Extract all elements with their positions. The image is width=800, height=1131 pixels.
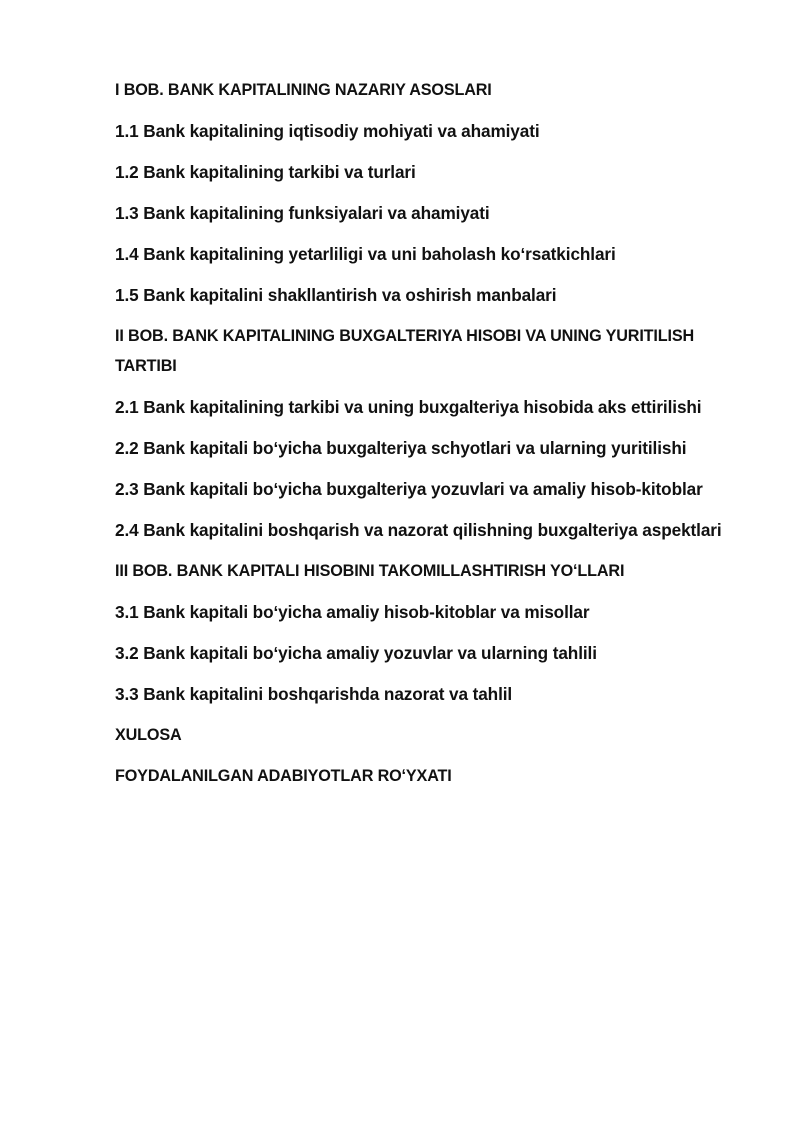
toc-section-1-4: 1.4 Bank kapitalining yetarliligi va uni baholash koʻrsatkichlari [115,244,616,264]
toc-section-3-1: 3.1 Bank kapitali boʻyicha amaliy hisob-kitoblar va misollar [115,602,590,622]
toc-section-1-1: 1.1 Bank kapitalining iqtisodiy mohiyati va ahamiyati [115,121,540,141]
toc-chapter-1: I BOB. BANK KAPITALINING NAZARIY ASOSLARI [115,81,492,99]
toc-references: FOYDALANILGAN ADABIYOTLAR ROʻYXATI [115,767,452,785]
toc-chapter-2: II BOB. BANK KAPITALINING BUXGALTERIYA HISOBI VA UNING YURITILISH TARTIBI [115,327,695,375]
toc-section-3-2: 3.2 Bank kapitali boʻyicha amaliy yozuvlar va ularning tahlili [115,643,597,663]
toc-section-2-3: 2.3 Bank kapitali boʻyicha buxgalteriya yozuvlari va amaliy hisob-kitoblar [115,479,703,499]
toc-section-1-5: 1.5 Bank kapitalini shakllantirish va oshirish manbalari [115,285,557,305]
toc-section-2-1: 2.1 Bank kapitalining tarkibi va uning buxgalteriya hisobida aks ettirilishi [115,397,702,417]
table-of-contents [115,75,755,802]
toc-section-2-2: 2.2 Bank kapitali boʻyicha buxgalteriya schyotlari va ularning yuritilishi [115,438,687,458]
toc-chapter-3: III BOB. BANK KAPITALI HISOBINI TAKOMILLASHTIRISH YOʻLLARI [115,562,625,580]
toc-conclusion: XULOSA [115,726,182,744]
toc-section-1-2: 1.2 Bank kapitalining tarkibi va turlari [115,162,416,182]
toc-section-3-3: 3.3 Bank kapitalini boshqarishda nazorat va tahlil [115,684,513,704]
toc-section-1-3: 1.3 Bank kapitalining funksiyalari va ahamiyati [115,203,490,223]
toc-section-2-4: 2.4 Bank kapitalini boshqarish va nazorat qilishning buxgalteriya aspektlari [115,520,722,540]
